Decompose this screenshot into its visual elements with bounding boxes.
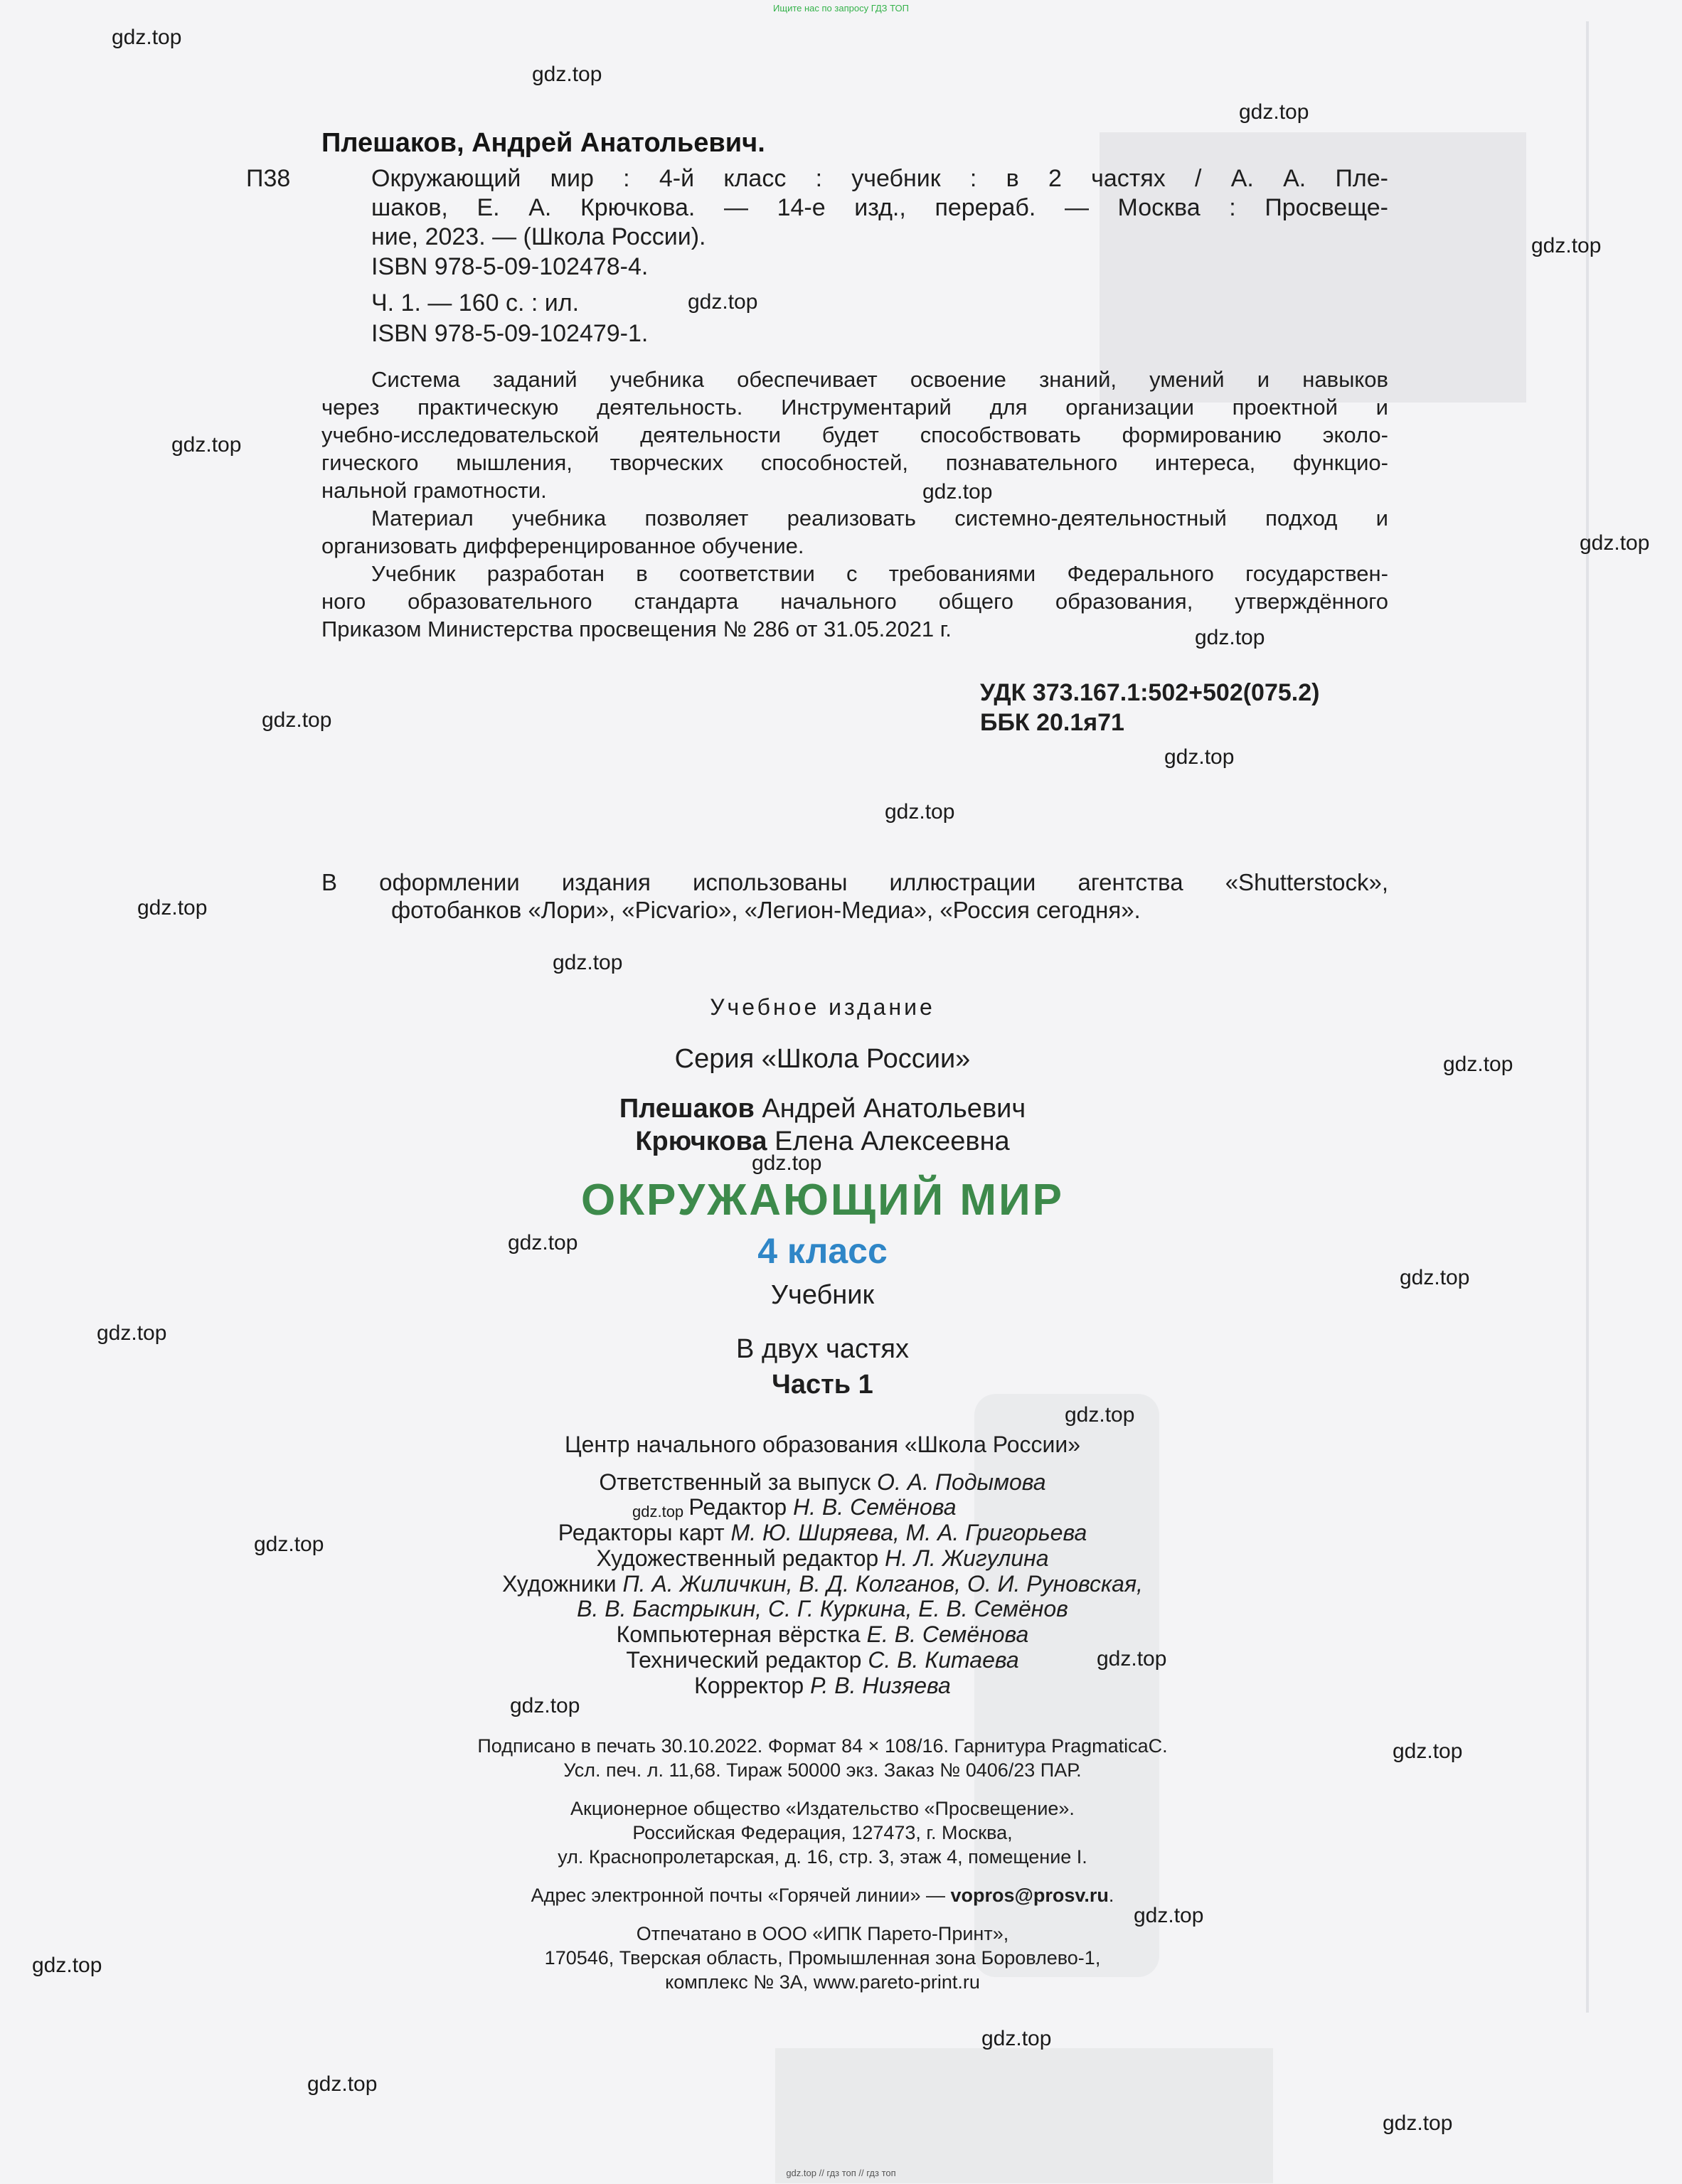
watermark: gdz.top bbox=[885, 800, 955, 824]
biblio-part: Ч. 1. — 160 с. : ил. bbox=[371, 289, 580, 316]
author-1-surname: Плешаков bbox=[619, 1094, 755, 1124]
credit-value: С. В. Китаева bbox=[868, 1647, 1019, 1673]
biblio-description: Окружающий мир : 4-й класс : учебник : в 2 частях / А. А. Пле- bbox=[371, 165, 1388, 192]
watermark: gdz.top bbox=[262, 708, 332, 732]
author-1-name: Андрей Анатольевич bbox=[762, 1094, 1026, 1124]
annotation-line: Учебник разработан в соответствии с требованиями Федерального государствен- bbox=[371, 561, 1388, 586]
watermark: gdz.top bbox=[137, 896, 208, 920]
book-parts: В двух частях bbox=[736, 1334, 909, 1364]
author-2-name: Елена Алексеевна bbox=[775, 1126, 1010, 1156]
credit-corrector bbox=[0, 1673, 1664, 1699]
watermark: gdz.top bbox=[1065, 1403, 1135, 1427]
watermark: gdz.top bbox=[1164, 745, 1235, 769]
credit-artists-cont bbox=[0, 1596, 1664, 1622]
reverse-side-image bbox=[775, 2048, 1273, 2183]
annotation-line: Приказом Министерства просвещения № 286 от 31.05.2021 г. bbox=[321, 617, 952, 641]
imprint-signed: Подписано в печать 30.10.2022. Формат 84 × 108/16. Гарнитура PragmaticaC. bbox=[477, 1735, 1168, 1757]
watermark: gdz.top bbox=[632, 1503, 684, 1520]
credit-label: Ответственный за выпуск bbox=[599, 1469, 871, 1495]
watermark: gdz.top bbox=[1393, 1740, 1463, 1763]
annotation-line: Материал учебника позволяет реализовать системно-деятельностный подход и bbox=[371, 506, 1388, 531]
credit-label: Художники bbox=[502, 1571, 617, 1597]
annotation-line: ного образовательного стандарта начального общего образования, утверждённого bbox=[321, 589, 1388, 614]
watermark: gdz.top bbox=[1580, 531, 1650, 555]
imprint-printed: 170546, Тверская область, Промышленная зона Боровлево-1, bbox=[544, 1947, 1101, 1969]
watermark: gdz.top bbox=[1443, 1053, 1513, 1076]
bbk-code: ББК 20.1я71 bbox=[980, 709, 1124, 736]
watermark: gdz.top bbox=[1097, 1647, 1167, 1671]
annotation-line: организовать дифференцированное обучение. bbox=[321, 533, 804, 558]
annotation-line: Система заданий учебника обеспечивает освоение знаний, умений и навыков bbox=[371, 367, 1388, 392]
credit-label: Технический редактор bbox=[626, 1647, 862, 1673]
watermark: gdz.top bbox=[553, 951, 623, 974]
book-title: ОКРУЖАЮЩИЙ МИР bbox=[580, 1176, 1064, 1225]
credit-map-editors bbox=[0, 1520, 1664, 1546]
book-part: Часть 1 bbox=[772, 1370, 873, 1400]
watermark: gdz.top bbox=[97, 1321, 167, 1345]
credit-responsible bbox=[0, 1469, 1664, 1496]
annotation-line: нальной грамотности. bbox=[321, 478, 547, 503]
credit-editor bbox=[0, 1494, 1664, 1520]
credit-art-editor bbox=[0, 1545, 1664, 1572]
credit-value: Е. В. Семёнова bbox=[866, 1621, 1029, 1647]
book-kind: Учебник bbox=[770, 1280, 875, 1310]
credit-label: Редакторы карт bbox=[558, 1520, 725, 1545]
imprint-print-info: Усл. печ. л. 11,68. Тираж 50000 экз. Заказ № 0406/23 ПАР. bbox=[563, 1759, 1082, 1781]
watermark: gdz.top bbox=[1134, 1904, 1204, 1927]
credit-value: М. Ю. Ширяева, М. А. Григорьева bbox=[730, 1520, 1087, 1545]
credit-value: Р. В. Низяева bbox=[810, 1673, 951, 1698]
credit-label: Редактор bbox=[688, 1494, 787, 1520]
credit-value: В. В. Бастрыкин, С. Г. Куркина, Е. В. Семёнов bbox=[577, 1596, 1068, 1621]
book-grade: 4 класс bbox=[757, 1231, 888, 1271]
watermark: gdz.top bbox=[688, 290, 758, 314]
credit-value: О. А. Подымова bbox=[877, 1469, 1046, 1495]
illustrations-note: В оформлении издания использованы иллюстрации агентства «Shutterstock», bbox=[321, 869, 1388, 895]
imprint-publisher: ул. Краснопролетарская, д. 16, стр. 3, этаж 4, помещение I. bbox=[558, 1846, 1087, 1868]
credit-value: Н. В. Семёнова bbox=[793, 1494, 957, 1520]
watermark: gdz.top bbox=[307, 2072, 378, 2096]
imprint-printed: Отпечатано в ООО «ИПК Парето-Принт», bbox=[636, 1923, 1009, 1944]
edition-type: Учебное издание bbox=[710, 994, 935, 1020]
udk-code: УДК 373.167.1:502+502(075.2) bbox=[980, 679, 1320, 706]
credit-label: Компьютерная вёрстка bbox=[616, 1621, 861, 1647]
author-2 bbox=[0, 1126, 1664, 1157]
biblio-description: ние, 2023. — (Школа России). bbox=[371, 223, 706, 250]
watermark: gdz.top bbox=[752, 1151, 822, 1175]
header-link[interactable]: Ищите нас по запросу ГДЗ ТОП bbox=[773, 3, 909, 14]
author-2-surname: Крючкова bbox=[635, 1126, 767, 1156]
watermark: gdz.top bbox=[1531, 234, 1602, 257]
credit-artists bbox=[0, 1571, 1664, 1597]
email-link[interactable]: vopros@prosv.ru bbox=[950, 1885, 1109, 1906]
credit-label: Корректор bbox=[694, 1673, 804, 1698]
biblio-isbn: ISBN 978-5-09-102479-1. bbox=[371, 320, 649, 347]
credit-layout bbox=[0, 1621, 1664, 1648]
watermark: gdz.top bbox=[171, 433, 242, 457]
watermark: gdz.top bbox=[1239, 100, 1309, 124]
imprint-publisher: Акционерное общество «Издательство «Просвещение». bbox=[570, 1798, 1075, 1819]
watermark: gdz.top bbox=[1383, 2111, 1453, 2135]
credit-label: Художественный редактор bbox=[596, 1545, 879, 1571]
biblio-isbn: ISBN 978-5-09-102478-4. bbox=[371, 253, 649, 280]
annotation-line: через практическую деятельность. Инструментарий для организации проектной и bbox=[321, 395, 1388, 420]
credit-value: П. А. Жиличкин, В. Д. Колганов, О. И. Руновская, bbox=[622, 1571, 1143, 1597]
imprint-email: Адрес электронной почты «Горячей линии» — vopros@prosv.ru. bbox=[531, 1885, 1114, 1906]
credit-tech-editor bbox=[0, 1647, 1664, 1673]
credit-center: Центр начального образования «Школа России» bbox=[564, 1432, 1081, 1457]
watermark: gdz.top bbox=[508, 1231, 578, 1255]
imprint-publisher: Российская Федерация, 127473, г. Москва, bbox=[632, 1822, 1013, 1843]
watermark: gdz.top bbox=[510, 1694, 580, 1717]
watermark: gdz.top bbox=[112, 26, 182, 49]
watermark: gdz.top bbox=[1195, 626, 1265, 649]
biblio-code: П38 bbox=[246, 165, 291, 192]
watermark: gdz.top bbox=[981, 2027, 1052, 2050]
biblio-description: шаков, Е. А. Крючкова. — 14-е изд., перераб. — Москва : Просвеще- bbox=[371, 194, 1388, 221]
credit-value: Н. Л. Жигулина bbox=[885, 1545, 1049, 1571]
annotation-line: гического мышления, творческих способностей, познавательного интереса, функцио- bbox=[321, 450, 1388, 475]
footer-link[interactable]: gdz.top // гдз топ // гдз топ bbox=[786, 2168, 896, 2178]
email-label: Адрес электронной почты «Горячей линии» — bbox=[531, 1885, 945, 1906]
annotation-line: учебно-исследовательской деятельности будет способствовать формированию эколо- bbox=[321, 422, 1388, 447]
watermark: gdz.top bbox=[32, 1954, 102, 1977]
imprint-printed: комплекс № 3А, www.pareto-print.ru bbox=[665, 1971, 980, 1993]
watermark: gdz.top bbox=[922, 480, 993, 504]
edition-series: Серия «Школа России» bbox=[674, 1044, 971, 1074]
watermark: gdz.top bbox=[254, 1533, 324, 1556]
watermark: gdz.top bbox=[1400, 1266, 1470, 1289]
watermark: gdz.top bbox=[532, 63, 602, 86]
author-1 bbox=[0, 1094, 1664, 1124]
biblio-author: Плешаков, Андрей Анатольевич. bbox=[321, 128, 765, 158]
illustrations-note: фотобанков «Лори», «Picvario», «Легион-Медиа», «Россия сегодня». bbox=[391, 897, 1141, 923]
